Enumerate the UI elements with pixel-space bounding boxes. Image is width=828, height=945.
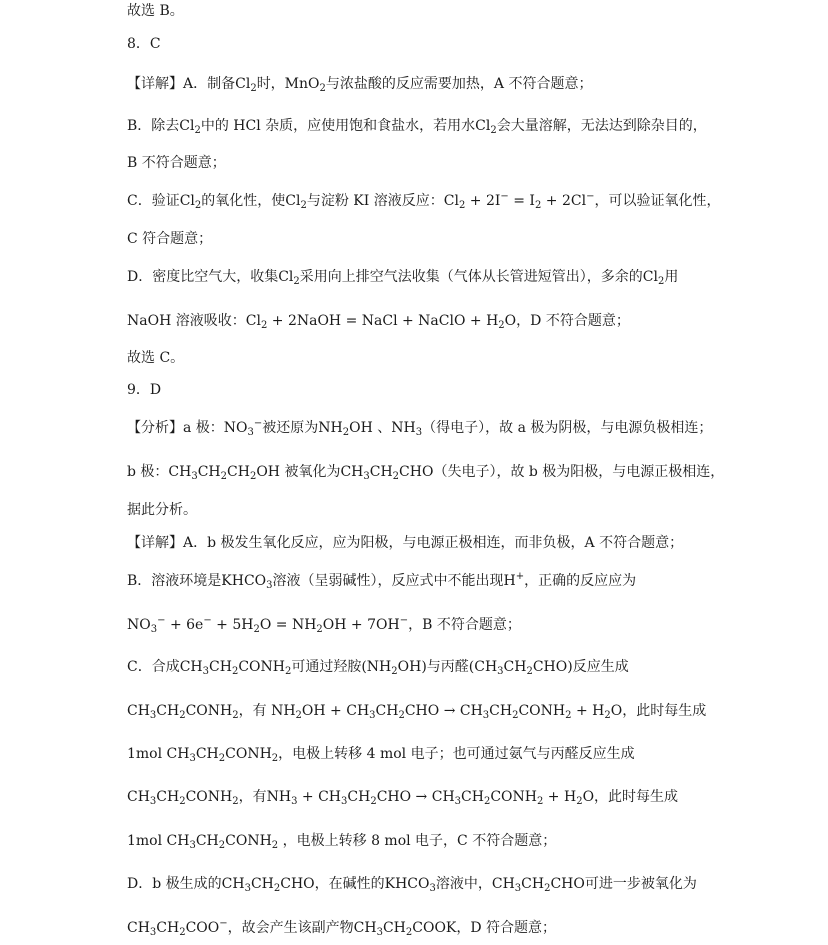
text-line: 【分析】a 极：$NO_3^-$被还原为$NH_2OH$ 、$NH_3$（得电子），故 a 极为阴极，与电源负极相连； [127, 418, 713, 438]
text-line: 【详解】A．制备$Cl_2$时，MnO$_2$与浓盐酸的反应需要加热，A 不符合题意； [127, 76, 593, 94]
text-line: 【详解】A．b 极发生氧化反应，应为阳极，与电源正极相连，而非负极，A 不符合题意； [127, 535, 684, 551]
text-line: b 极：$CH_3CH_2CH_2OH$ 被氧化为$CH_3CH_2CHO$（失电子），故 b 极为阳极，与电源正极相连， [127, 464, 725, 482]
text-line: 1mol $CH_3CH_2CONH_2$，电极上转移 4 mol 电子；也可通过氨气与丙醛反应生成 [127, 746, 635, 764]
text-line: $CH_3CH_2COO^-$，故会产生该副产物$CH_3CH_2COOK$，D 符合题意； [127, 918, 557, 938]
text-line: C．合成$CH_3CH_2CONH_2$可通过羟胺$(NH_2OH)$与丙醛$(CH_3CH_2CHO)$反应生成 [127, 659, 629, 677]
text-line: $CH_3CH_2CONH_2$，有 $NH_2OH + CH_3CH_2CHO$ → $CH_3CH_2CONH_2 + H_2O$，此时每生成 [127, 703, 707, 721]
question-number: 8．C [127, 36, 161, 52]
text-line: D．b 极生成的$CH_3CH_2CHO$，在碱性的$KHCO_3$溶液中，$CH_3CH_2CHO$可进一步被氧化为 [127, 876, 697, 894]
text-line: $CH_3CH_2CONH_2$，有$NH_3 + CH_3CH_2CHO$ → $CH_3CH_2CONH_2 + H_2O$，此时每生成 [127, 789, 679, 807]
text-line: $NO_3^- + 6e^- + 5H_2O = NH_2OH + 7OH^-$，B 不符合题意； [127, 615, 521, 635]
text-line: B．除去$Cl_2$中的 HCl 杂质，应使用饱和食盐水，若用水$Cl_2$会大量溶解，无法达到除杂目的， [127, 118, 707, 136]
text-line: 1mol $CH_3CH_2CONH_2$ ，电极上转移 8 mol 电子，C 不符合题意； [127, 833, 557, 851]
question-number: 9．D [127, 382, 162, 398]
text-line: NaOH 溶液吸收：$Cl_2$ + 2NaOH = NaCl + NaClO + $H_2O$，D 不符合题意； [127, 313, 630, 331]
text-line: 故选 C。 [127, 350, 185, 366]
text-line: B 不符合题意； [127, 155, 226, 171]
text-line: C 符合题意； [127, 231, 213, 247]
text-line: D．密度比空气大，收集$Cl_2$采用向上排空气法收集（气体从长管进短管出），多余的$Cl_2$用 [127, 269, 679, 287]
text-line: C．验证$Cl_2$的氧化性，使$Cl_2$与淀粉 KI 溶液反应：$Cl_2 + 2I^- = I_2 + 2Cl^-$，可以验证氧化性， [127, 191, 721, 211]
text-line: B．溶液环境是$KHCO_3$溶液（呈弱碱性），反应式中不能出现H+，正确的反应应为 [127, 571, 637, 591]
text-line: 据此分析。 [127, 502, 197, 518]
text-line: 故选 B。 [127, 3, 184, 19]
